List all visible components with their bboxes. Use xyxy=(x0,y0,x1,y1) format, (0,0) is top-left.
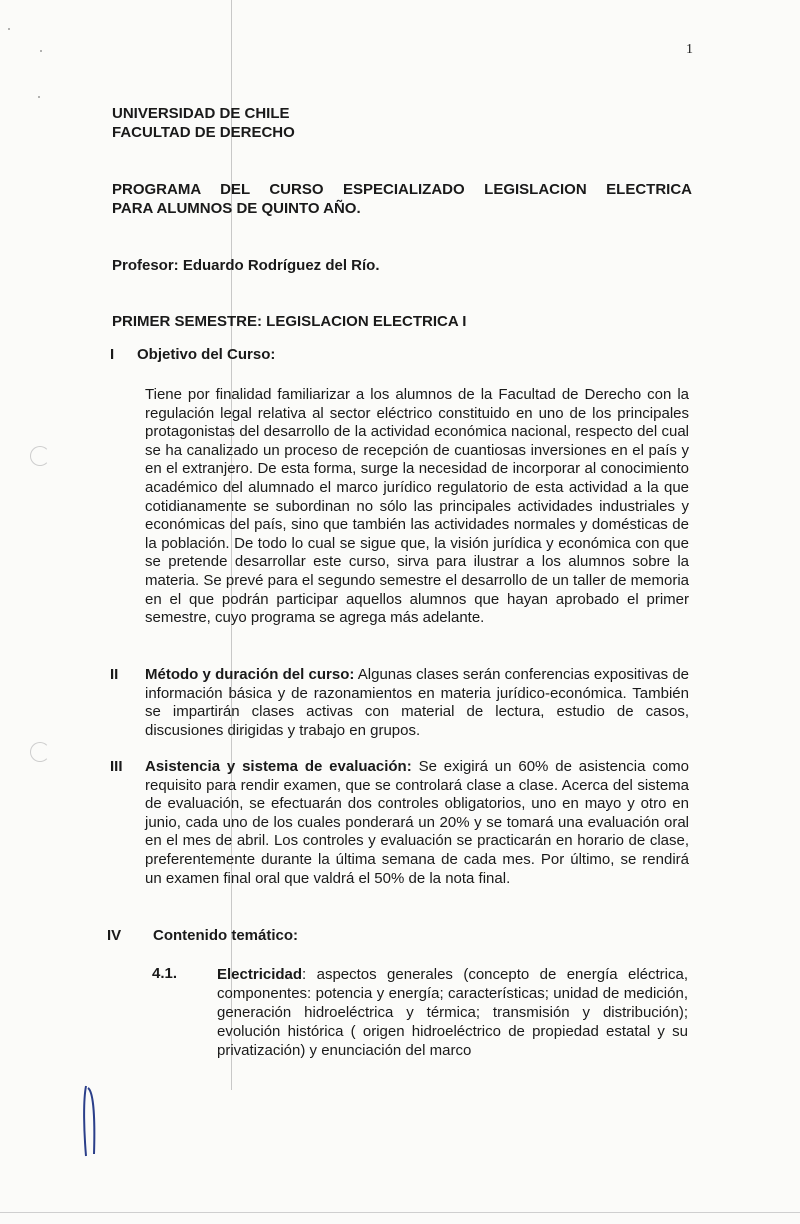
page-number: 1 xyxy=(686,42,693,57)
section-heading-objetivo: Objetivo del Curso: xyxy=(137,346,276,363)
section-text-metodo: Algunas clases serán conferencias expositivas de información básica y de razonamientos en materia jurídico-económica. También se impartirán clases activas con material de lectura, estudio de casos, discusiones dirigidas y trabajo en grupos. xyxy=(145,666,690,739)
subsection-heading-electricidad: Electricidad xyxy=(217,966,303,983)
semester-title: PRIMER SEMESTRE: LEGISLACION ELECTRICA I xyxy=(112,313,467,330)
scan-speck xyxy=(38,96,40,98)
university-name: UNIVERSIDAD DE CHILE xyxy=(112,105,290,122)
scan-speck xyxy=(40,50,42,52)
section-number: I xyxy=(110,346,115,363)
punch-hole-mark xyxy=(30,742,50,762)
punch-hole-mark xyxy=(30,446,50,466)
section-body-metodo xyxy=(145,666,689,740)
program-title xyxy=(112,180,692,218)
subsection-body-electricidad xyxy=(217,965,688,1060)
program-title-line-1: PROGRAMA DEL CURSO ESPECIALIZADO LEGISLACION ELECTRICA xyxy=(112,181,692,198)
program-title-line-2: PARA ALUMNOS DE QUINTO AÑO. xyxy=(112,200,361,217)
section-number: II xyxy=(110,666,119,683)
scan-speck xyxy=(8,28,10,30)
section-heading-contenido: Contenido temático: xyxy=(153,927,298,944)
section-number: III xyxy=(110,758,123,775)
section-heading-asistencia: Asistencia y sistema de evaluación: xyxy=(145,758,412,775)
section-text-asistencia: Se exigirá un 60% de asistencia como requisito para rendir examen, que se controlará clase a clase. Acerca del sistema de evaluación, se efectuarán dos controles obligatorios, uno en mayo y otro en junio, cada uno de los cuales ponderará un 20% y se tomará una evaluación oral en el mes de abril. Los controles y evaluación se practicarán en horario de clase, preferentemente durante la última semana de cada mes. Por último, se rendirá un examen final oral que valdrá el 50% de la nota final. xyxy=(145,758,689,887)
section-heading-metodo: Método y duración del curso: xyxy=(145,666,355,683)
subsection-number: 4.1. xyxy=(152,965,178,982)
section-body-asistencia xyxy=(145,758,689,888)
scan-bottom-edge xyxy=(0,1212,800,1213)
subsection-text-electricidad: : aspectos generales (concepto de energía eléctrica, componentes: potencia y energía; características; unidad de medición, generación hidroeléctrica y térmica; transmisión y distribución); evolución histórica ( origen hidroeléctrico de propiedad estatal y su privatización) y enunciación del marco xyxy=(217,966,688,1059)
section-body-objetivo: Tiene por finalidad familiarizar a los alumnos de la Facultad de Derecho con la regulación legal relativa al sector eléctrico constituido en uno de los principales protagonistas del desarrollo de la actividad económica nacional, respecto del cual se ha canalizado un proceso de recepción de cuantiosas inversiones en el país y en el extranjero. De esta forma, surge la necesidad de incorporar al conocimiento académico del alumnado el marco jurídico regulatorio de esta actividad a la que cotidianamente se subordinan no sólo las principales actividades industriales y económicas del país, sino que también las actividades normales y domésticas de la población. De todo lo cual se sigue que, la visión jurídica y económica con que se pretende desarrollar este curso, sirva para ilustrar a los alumnos sobre la materia. Se prevé para el segundo semestre el desarrollo de un taller de memoria en el que podrán participar aquellos alumnos que hayan aprobado el primer semestre, cuyo programa se agrega más adelante. xyxy=(145,386,689,627)
section-number: IV xyxy=(107,927,122,944)
faculty-name: FACULTAD DE DERECHO xyxy=(112,124,295,141)
binder-clip-mark xyxy=(80,1082,102,1162)
professor-line: Profesor: Eduardo Rodríguez del Río. xyxy=(112,257,380,274)
